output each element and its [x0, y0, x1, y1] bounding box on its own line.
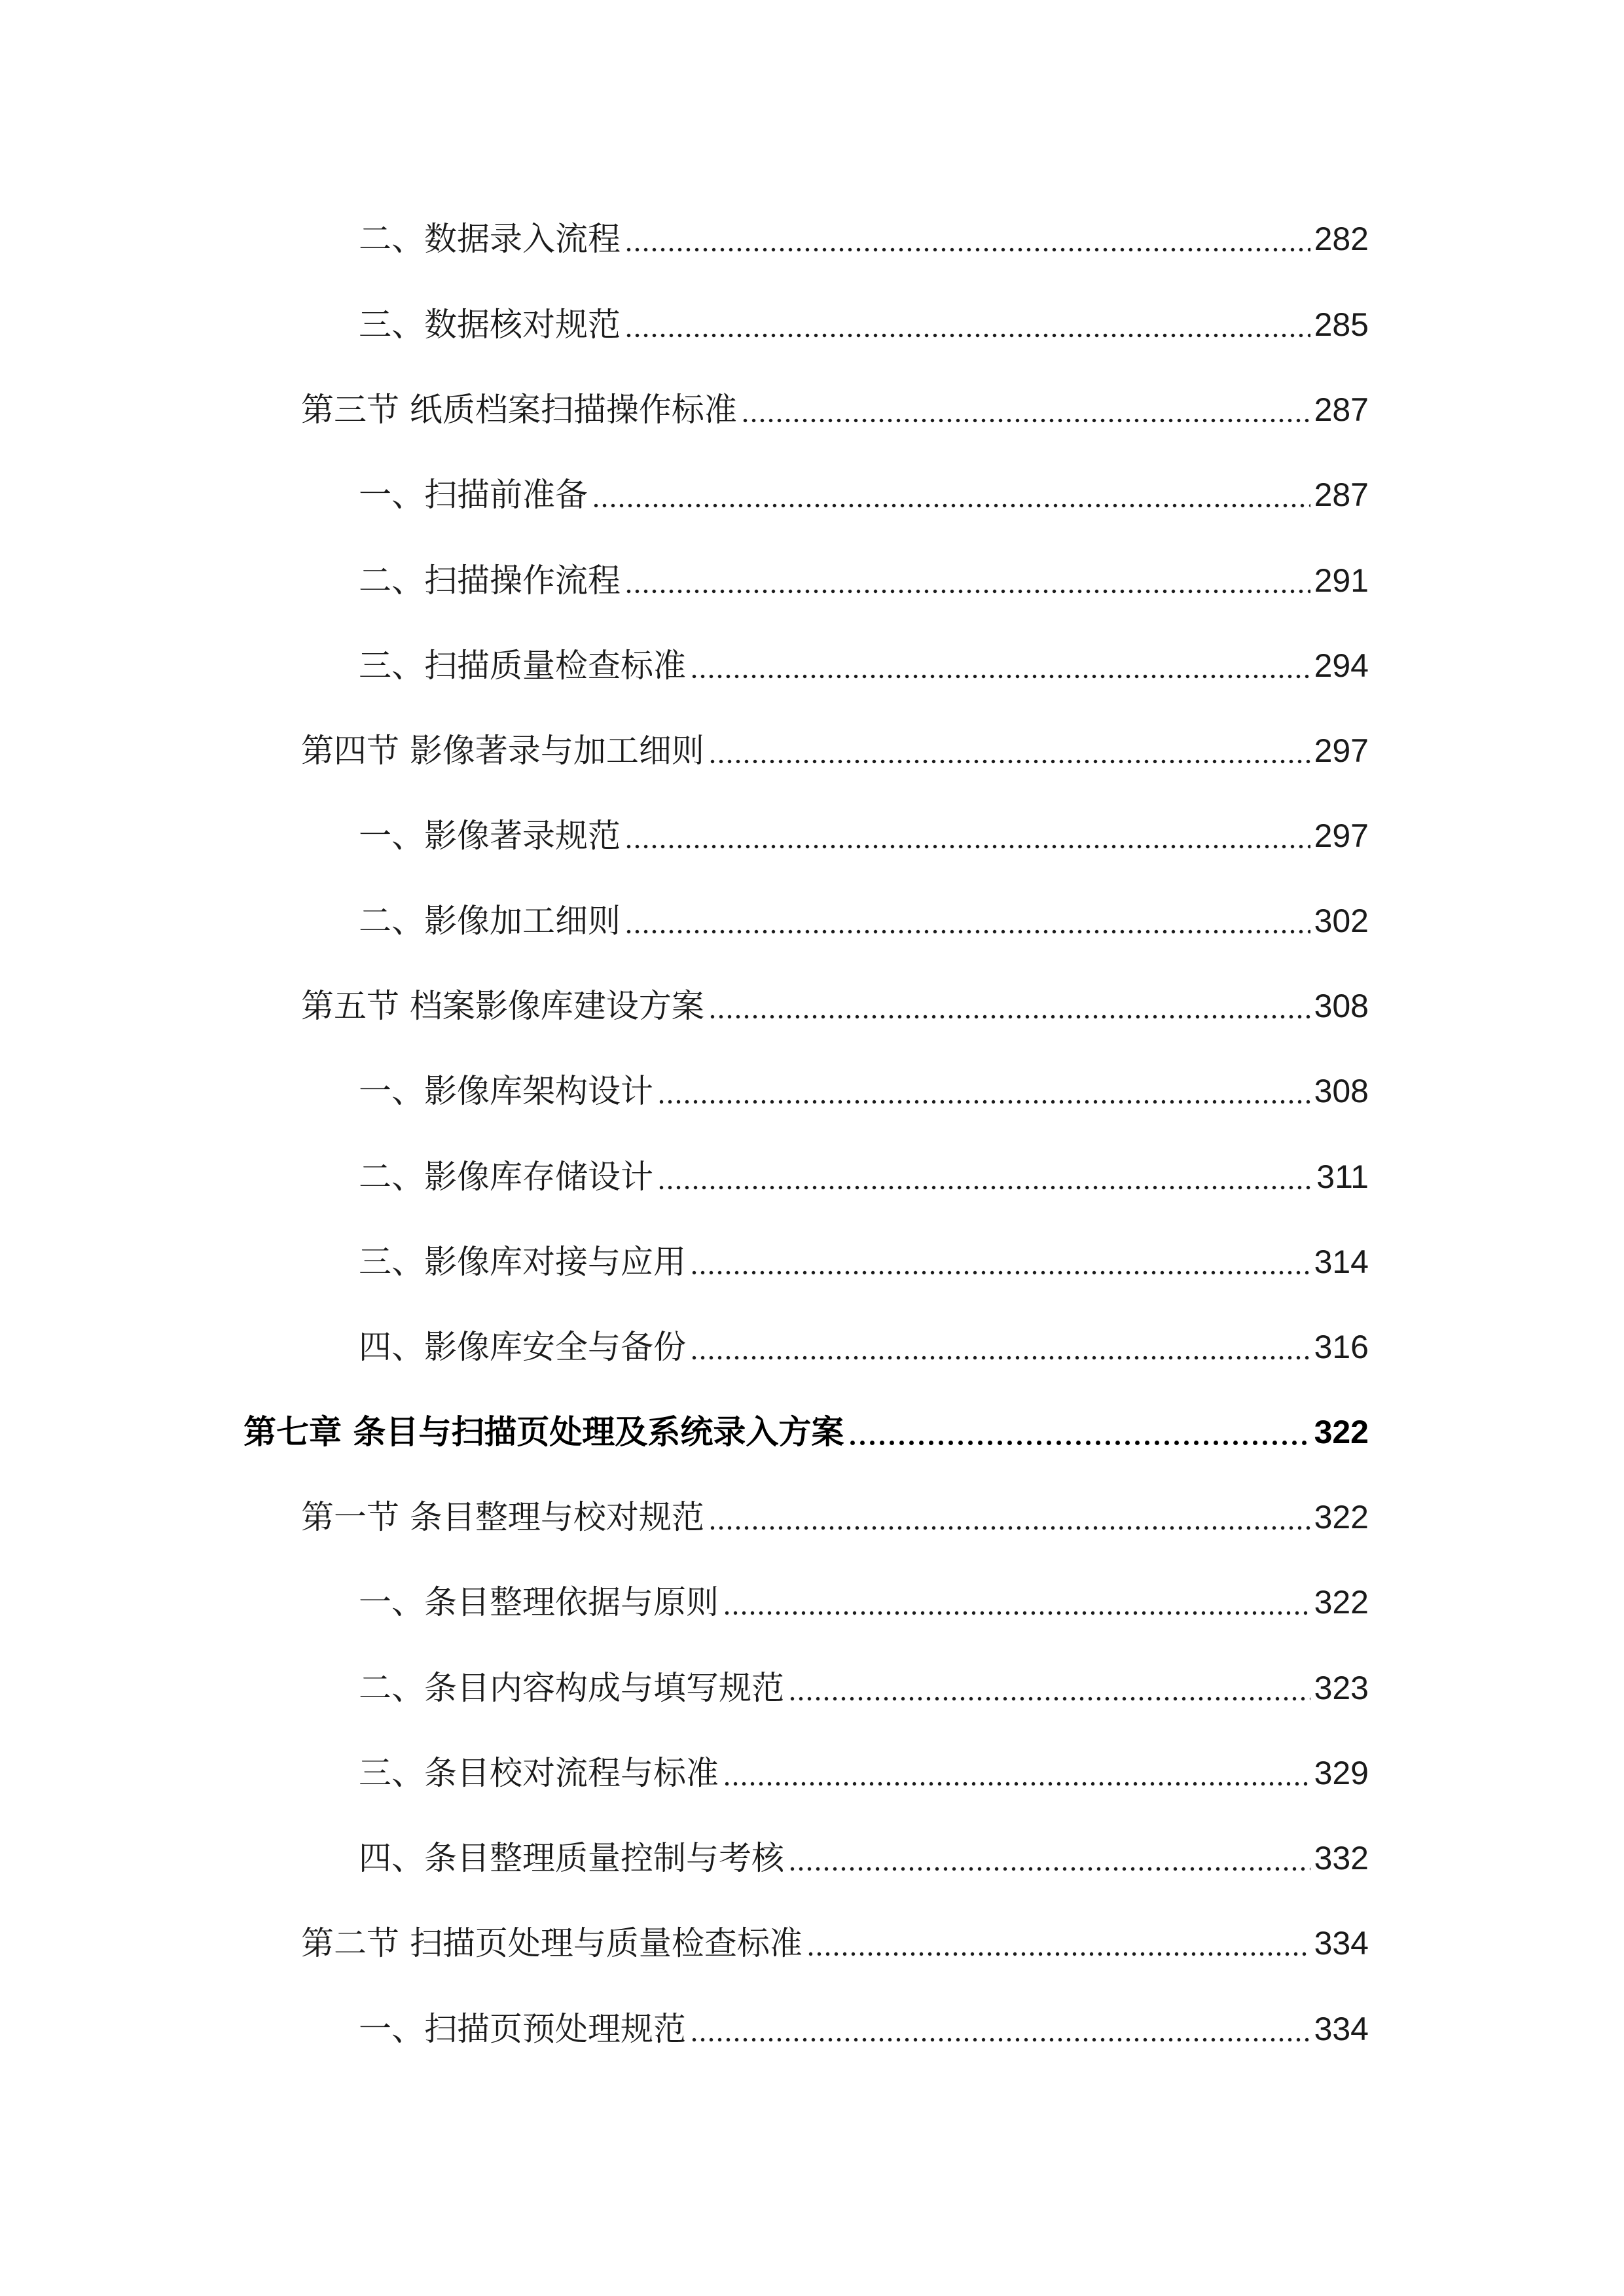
toc-entry[interactable] [301, 1491, 1369, 1543]
toc-entry-title: 一、扫描前准备 [359, 476, 588, 514]
dot-leader [788, 1832, 1310, 1884]
dot-leader [848, 1406, 1310, 1458]
toc-entry-page: 297 [1314, 817, 1369, 854]
toc-entry[interactable] [359, 1747, 1369, 1799]
toc-entry-title: 一、条目整理依据与原则 [359, 1583, 719, 1621]
dot-leader [708, 980, 1310, 1032]
dot-leader [592, 469, 1310, 521]
toc-entry-title: 二、影像加工细则 [359, 902, 621, 940]
dot-leader [690, 1236, 1310, 1288]
toc-entry[interactable] [359, 2003, 1369, 2055]
toc-entry[interactable] [301, 725, 1369, 777]
toc-entry[interactable] [301, 384, 1369, 436]
toc-entry-page: 291 [1314, 562, 1369, 599]
toc-entry[interactable] [359, 213, 1369, 265]
toc-entry-page: 294 [1314, 647, 1369, 684]
toc-entry-page: 332 [1314, 1840, 1369, 1876]
toc-entry[interactable] [359, 639, 1369, 692]
toc-entry-page: 329 [1314, 1755, 1369, 1791]
toc-entry-title: 二、条目内容构成与填写规范 [359, 1669, 784, 1707]
toc-entry[interactable] [359, 554, 1369, 607]
toc-entry[interactable] [359, 1576, 1369, 1628]
dot-leader [708, 725, 1310, 777]
toc-entry-page: 334 [1314, 1925, 1369, 1962]
toc-entry-title: 三、条目校对流程与标准 [359, 1754, 719, 1792]
dot-leader [690, 639, 1310, 692]
toc-entry[interactable] [359, 1236, 1369, 1288]
toc-entry-page: 308 [1314, 988, 1369, 1024]
toc-entry-title: 四、条目整理质量控制与考核 [359, 1839, 784, 1877]
dot-leader [624, 554, 1310, 607]
toc-entry[interactable] [359, 1832, 1369, 1884]
toc-entry-page: 314 [1314, 1244, 1369, 1280]
toc-entry-title: 四、影像库安全与备份 [359, 1328, 686, 1366]
toc-entry[interactable] [301, 980, 1369, 1032]
dot-leader [690, 1321, 1310, 1373]
toc-entry[interactable] [359, 1065, 1369, 1117]
toc-entry-page: 287 [1314, 391, 1369, 428]
toc-entry-page: 285 [1314, 306, 1369, 343]
toc-entry-title: 第五节 档案影像库建设方案 [301, 987, 704, 1025]
toc-entry-page: 322 [1314, 1584, 1369, 1621]
toc-entry[interactable] [359, 810, 1369, 862]
dot-leader [708, 1491, 1310, 1543]
toc-entry-title: 二、数据录入流程 [359, 220, 621, 258]
toc-entry-page: 323 [1314, 1670, 1369, 1706]
toc-entry-title: 三、扫描质量检查标准 [359, 647, 686, 685]
dot-leader [624, 810, 1310, 862]
toc-entry-title: 二、影像库存储设计 [359, 1158, 653, 1196]
toc-entry[interactable] [359, 469, 1369, 521]
dot-leader [624, 895, 1310, 947]
toc-entry-page: 287 [1314, 476, 1369, 513]
dot-leader [657, 1065, 1310, 1117]
toc-entry-title: 第四节 影像著录与加工细则 [301, 732, 704, 770]
dot-leader [741, 384, 1310, 436]
toc-entry-title: 一、影像库架构设计 [359, 1072, 653, 1110]
toc-chapter-entry[interactable] [244, 1406, 1369, 1458]
toc-entry[interactable] [359, 1151, 1369, 1203]
dot-leader [624, 213, 1310, 265]
dot-leader [723, 1747, 1310, 1799]
toc-entry[interactable] [359, 895, 1369, 947]
dot-leader [657, 1151, 1312, 1203]
toc-entry-title: 一、扫描页预处理规范 [359, 2010, 686, 2048]
toc-entry-page: 302 [1314, 903, 1369, 939]
dot-leader [788, 1662, 1310, 1714]
toc-entry-page: 297 [1314, 732, 1369, 769]
toc-entry-title: 第七章 条目与扫描页处理及系统录入方案 [244, 1413, 844, 1451]
toc-entry-title: 第二节 扫描页处理与质量检查标准 [301, 1924, 803, 1962]
dot-leader [723, 1576, 1310, 1628]
toc-entry-page: 282 [1314, 221, 1369, 257]
toc-entry[interactable] [301, 1917, 1369, 1969]
toc-entry[interactable] [359, 298, 1369, 351]
toc-entry-title: 第三节 纸质档案扫描操作标准 [301, 391, 737, 429]
dot-leader [806, 1917, 1310, 1969]
toc-entry-title: 一、影像著录规范 [359, 817, 621, 855]
toc-entry-title: 第一节 条目整理与校对规范 [301, 1498, 704, 1536]
toc-entry-page: 322 [1314, 1499, 1369, 1535]
toc-entry[interactable] [359, 1662, 1369, 1714]
toc-entry-page: 322 [1314, 1414, 1369, 1450]
toc-entry-page: 311 [1316, 1158, 1369, 1195]
toc-entry-title: 二、扫描操作流程 [359, 562, 621, 600]
toc-entry-title: 三、数据核对规范 [359, 306, 621, 344]
toc-entry[interactable] [359, 1321, 1369, 1373]
toc-entry-page: 334 [1314, 2011, 1369, 2047]
toc-entry-title: 三、影像库对接与应用 [359, 1243, 686, 1281]
dot-leader [624, 298, 1310, 351]
dot-leader [690, 2003, 1310, 2055]
toc-entry-page: 316 [1314, 1329, 1369, 1365]
toc-entry-page: 308 [1314, 1073, 1369, 1109]
